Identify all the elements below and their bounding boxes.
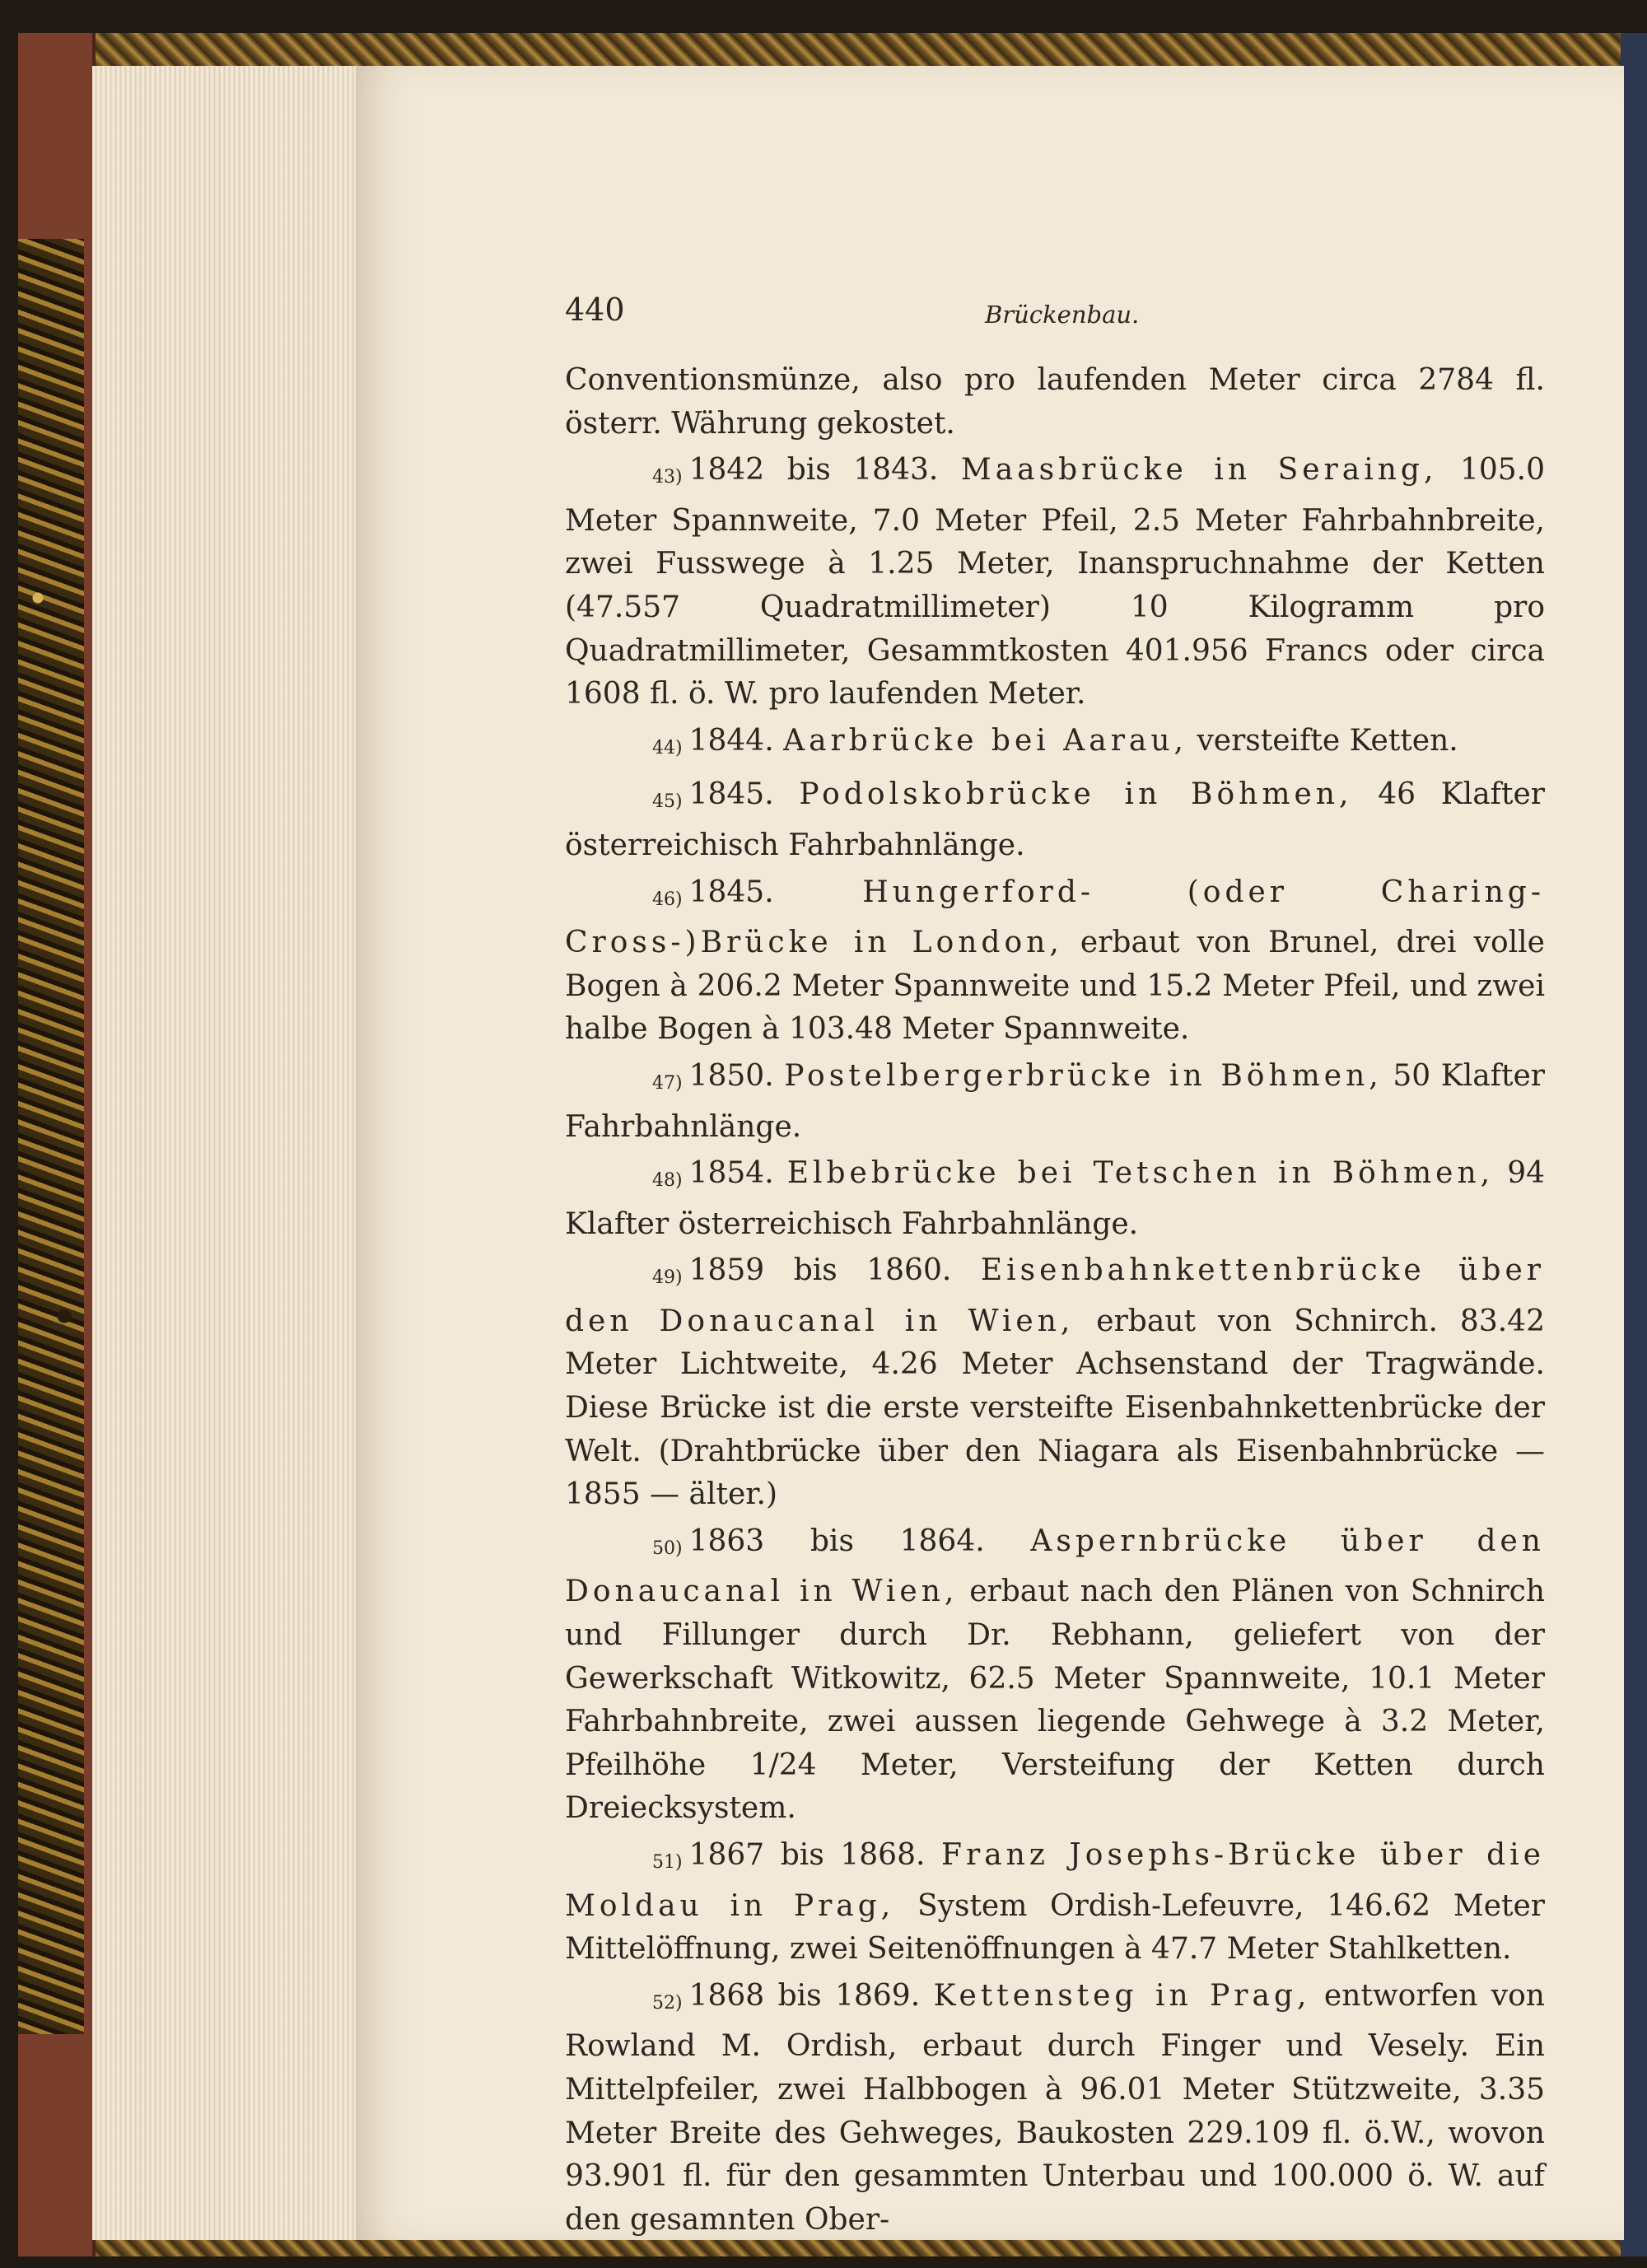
- footnote-number: 44): [652, 737, 683, 758]
- paragraph: [565, 871, 1545, 1052]
- paragraph-text: System Ordish-Lefeuvre, 146.62 Meter Mittelöffnung, zwei Seitenöffnungen à 47.7 Meter Stahlketten.: [565, 1888, 1546, 1967]
- footnote-number: 48): [652, 1170, 683, 1192]
- footnote-number: 45): [652, 791, 683, 813]
- paragraph-year: 1844.: [688, 723, 774, 758]
- marbled-cover-panel: [18, 239, 84, 2034]
- bridge-name: Elbebrücke bei Tetschen in Böhmen,: [786, 1156, 1495, 1191]
- paragraph: [565, 1975, 1545, 2242]
- bridge-name: Hungerford- (oder Charing-Cross-)Brücke in London,: [565, 875, 1546, 960]
- paragraph-text: erbaut nach den Plänen von Schnirch und Fillunger durch Dr. Rebhann, geliefert von der Gewerkschaft Witkowitz, 62.5 Meter Spannweite, 10.1 Meter Fahrbahnbreite, zwei aussen liegende Gehwege à 3.2 Meter, Pfeilhöhe 1/24 Meter, Versteifung der Ketten durch Dreiecksystem.: [565, 1575, 1546, 1826]
- page-header: [565, 288, 1545, 334]
- paragraph-text: erbaut von Brunel, drei volle Bogen à 206.2 Meter Spannweite und 15.2 Meter Pfeil, und zwei halbe Bogen à 103.48 Meter Spannweite.: [565, 926, 1545, 1047]
- footnote-number: 50): [652, 1538, 683, 1559]
- paragraph: [565, 1520, 1545, 1831]
- page-stack-edge: [92, 66, 357, 2240]
- paragraph-year: 1854.: [688, 1156, 774, 1191]
- bridge-name: Eisenbahnkettenbrücke über den Donaucanal in Wien,: [565, 1253, 1545, 1338]
- paragraph: [565, 449, 1545, 716]
- running-title: Brückenbau.: [985, 301, 1140, 329]
- paragraph-year: 1845.: [688, 777, 774, 812]
- paragraph-year: 1863 bis 1864.: [688, 1524, 985, 1558]
- bridge-name: Franz Josephs-Brücke über die Moldau in Prag,: [565, 1838, 1545, 1923]
- paragraph: [565, 1249, 1545, 1517]
- bridge-name: Kettensteg in Prag,: [933, 1978, 1311, 2013]
- paragraph-year: 1842 bis 1843.: [688, 453, 939, 488]
- paragraph-year: 1850.: [688, 1058, 774, 1093]
- paragraph: [565, 1834, 1545, 1972]
- paragraph-text: 50 Klafter Fahrbahnlänge.: [565, 1058, 1545, 1144]
- bridge-name: Aarbrücke bei Aarau,: [783, 723, 1187, 758]
- paragraph-year: 1859 bis 1860.: [688, 1253, 952, 1288]
- paragraph-text: erbaut von Schnirch. 83.42 Meter Lichtweite, 4.26 Meter Achsenstand der Tragwände. Diese Brücke ist die erste versteifte Eisenbahnkettenbrücke der Welt. (Drahtbrücke über den Niagara als Eisenbahnbrücke — 1855 — älter.): [565, 1304, 1545, 1512]
- paragraph: [565, 773, 1545, 867]
- paragraph-text: entworfen von Rowland M. Ordish, erbaut durch Finger und Vesely. Ein Mittelpfeiler, zwei Halbbogen à 96.01 Meter Stützweite, 3.35 Meter Breite des Gehweges, Baukosten 229.109 fl. ö.W., wovon 93.901 fl. für den gesammten Unterbau und 100.000 ö. W. auf den gesamnten Ober-: [565, 1978, 1545, 2237]
- bridge-name: Maasbrücke in Seraing,: [960, 453, 1438, 488]
- footnote-number: 51): [652, 1852, 683, 1873]
- paragraph-text: 46 Klafter österreichisch Fahrbahnlänge.: [565, 777, 1545, 862]
- paragraph: [565, 1055, 1545, 1149]
- paragraph: [565, 720, 1545, 771]
- bridge-name: Podolskobrücke in Böhmen,: [799, 777, 1353, 812]
- page-number: 440: [565, 292, 625, 328]
- paragraph: [565, 359, 1545, 446]
- paragraph: [565, 1152, 1545, 1246]
- paragraph-text: versteifte Ketten.: [1197, 723, 1458, 758]
- footnote-number: 52): [652, 1992, 683, 2014]
- paragraph-year: 1845.: [688, 875, 774, 909]
- footnote-number: 43): [652, 467, 683, 488]
- bridge-name: Postelbergerbrücke in Böhmen,: [784, 1058, 1383, 1093]
- paragraph-text: 105.0 Meter Spannweite, 7.0 Meter Pfeil, 2.5 Meter Fahrbahnbreite, zwei Fusswege à 1.25 Meter, Inanspruchnahme der Ketten (47.557 Quadratmillimeter) 10 Kilogramm pro Quadratmillimeter, Gesammtkosten 401.956 Francs oder circa 1608 fl. ö. W. pro laufenden Meter.: [565, 453, 1545, 712]
- paragraph-text: 94 Klafter österreichisch Fahrbahnlänge.: [565, 1156, 1545, 1241]
- paragraph-year: 1867 bis 1868.: [688, 1838, 926, 1872]
- footnote-number: 46): [652, 889, 683, 910]
- page-content: [565, 288, 1545, 2245]
- footnote-number: 49): [652, 1267, 683, 1289]
- paragraph-year: 1868 bis 1869.: [688, 1978, 921, 2013]
- bridge-name: Aspernbrücke über den Donaucanal in Wien,: [565, 1524, 1545, 1609]
- facing-cover-edge: [1621, 33, 1647, 2256]
- paragraph-text: Conventionsmünze, also pro laufenden Meter circa 2784 fl. österr. Währung gekostet.: [565, 363, 1545, 441]
- footnote-number: 47): [652, 1072, 683, 1094]
